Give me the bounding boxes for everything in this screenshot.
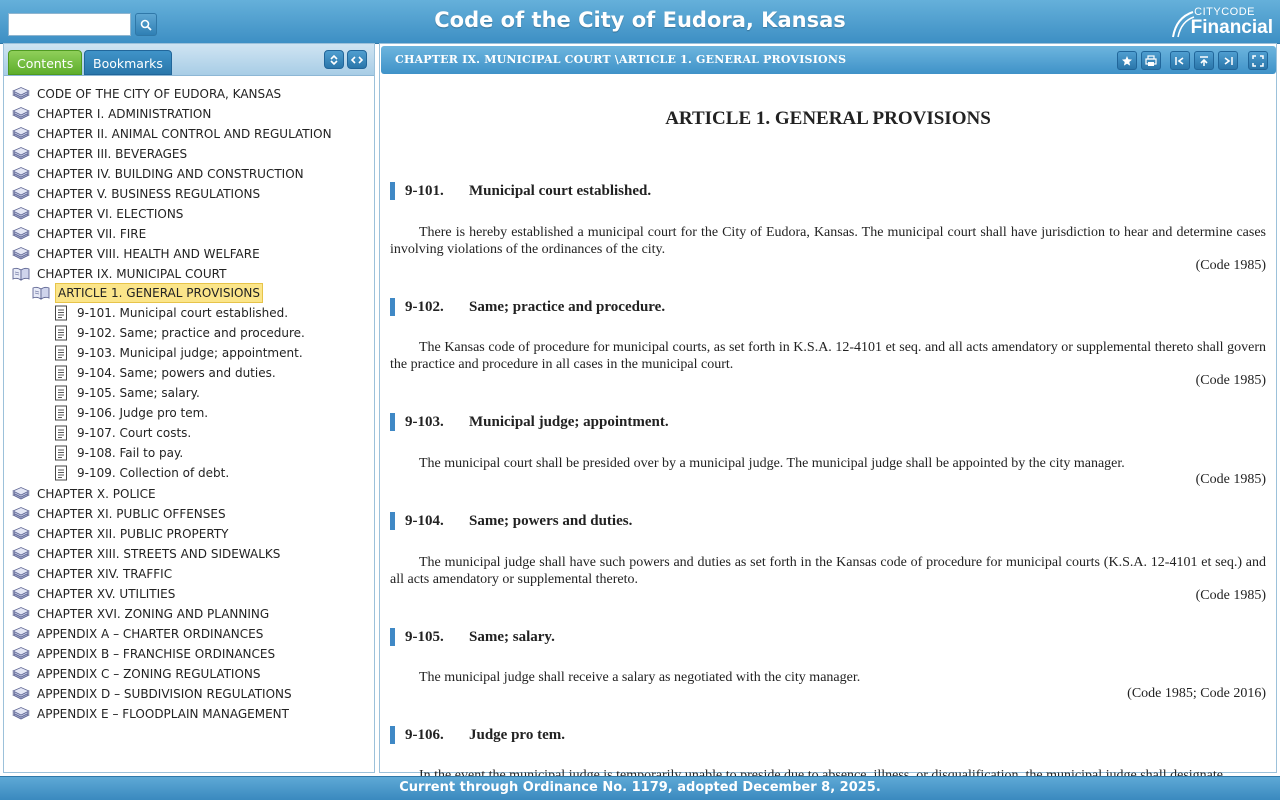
arrow-up-to-line-icon (1199, 55, 1209, 67)
section-number: 9-102. (405, 298, 444, 315)
expand-icon (1252, 55, 1264, 67)
tree-item-chapter[interactable] (12, 524, 230, 544)
previous-section-button[interactable] (1170, 51, 1190, 70)
book-stack-icon (12, 246, 30, 262)
tab-contents[interactable]: Contents (8, 50, 82, 75)
tree-item-section[interactable] (52, 323, 307, 343)
tree-item-section[interactable] (52, 343, 305, 363)
book-stack-icon (12, 686, 30, 702)
tree-item-article[interactable] (32, 283, 263, 303)
section-history-note: (Code 1985; Code 2016) (1127, 686, 1266, 701)
tree-item-chapter[interactable] (12, 684, 294, 704)
tree-item-chapter[interactable] (12, 484, 158, 504)
book-stack-icon (12, 106, 30, 122)
search-icon (140, 19, 152, 31)
open-book-icon (32, 285, 50, 301)
status-footer: Current through Ordinance No. 1179, adopted December 8, 2025. (0, 776, 1280, 800)
section-number: 9-105. (405, 628, 444, 645)
printer-icon (1145, 55, 1157, 67)
section-heading (390, 298, 665, 316)
expand-collapse-button[interactable] (324, 50, 344, 69)
search-input[interactable] (8, 13, 131, 36)
tab-bookmarks[interactable]: Bookmarks (84, 50, 172, 75)
tree-item-chapter[interactable] (12, 124, 334, 144)
section-body-text: The municipal court shall be presided over by a municipal judge. The municipal judge shall be appointed by the city manager. (419, 456, 1125, 471)
document-panel (379, 43, 1277, 773)
section-body-text: The municipal judge shall receive a salary as negotiated with the city manager. (419, 670, 861, 685)
header-bar (0, 0, 1280, 44)
book-stack-icon (12, 626, 30, 642)
tree-item-label: CHAPTER VIII. HEALTH AND WELFARE (37, 247, 260, 261)
print-button[interactable] (1141, 51, 1161, 70)
chevron-left-right-icon (351, 55, 363, 65)
tree-item-label: 9-105. Same; salary. (77, 386, 200, 400)
panel-width-button[interactable] (347, 50, 367, 69)
tree-item-label: 9-103. Municipal judge; appointment. (77, 346, 303, 360)
document-icon (52, 365, 70, 381)
tree-item-section[interactable] (52, 363, 278, 383)
tree-item-label: CHAPTER IX. MUNICIPAL COURT (37, 267, 227, 281)
tree-item-label: APPENDIX D – SUBDIVISION REGULATIONS (37, 687, 292, 701)
tree-item-label: CHAPTER II. ANIMAL CONTROL AND REGULATION (37, 127, 332, 141)
section-title: Same; salary. (469, 628, 555, 645)
tree-item-section[interactable] (52, 303, 290, 323)
section-body-text: The municipal judge shall have such powers and duties as set forth in the Kansas code of procedure for municipal courts (K.S.A. 12-4101 et seq.) and all acts amendatory or supplemental thereto. (390, 555, 1266, 587)
book-stack-icon (12, 646, 30, 662)
bookmark-button[interactable] (1117, 51, 1137, 70)
search-button[interactable] (135, 13, 157, 36)
section-heading (390, 182, 651, 200)
tree-item-section[interactable] (52, 463, 231, 483)
section-heading (390, 413, 669, 431)
tree-item-label: CHAPTER III. BEVERAGES (37, 147, 188, 161)
document-content (390, 80, 1266, 772)
tree-item-chapter[interactable] (12, 264, 228, 284)
panel-tab-strip (4, 44, 374, 76)
book-stack-icon (12, 586, 30, 602)
book-stack-icon (12, 566, 30, 582)
tree-item-label: 9-104. Same; powers and duties. (77, 366, 276, 380)
tree-item-label: 9-107. Court costs. (77, 426, 192, 440)
tree-item-chapter[interactable] (12, 184, 262, 204)
section-number: 9-103. (405, 413, 444, 430)
section-title: Same; practice and procedure. (469, 298, 666, 315)
tree-item-label: CHAPTER IV. BUILDING AND CONSTRUCTION (37, 167, 304, 181)
brand-logo (1169, 7, 1273, 39)
tree-item-label: CHAPTER V. BUSINESS REGULATIONS (37, 187, 261, 201)
book-stack-icon (12, 486, 30, 502)
tree-item-label: 9-109. Collection of debt. (77, 466, 230, 480)
tree-item-chapter[interactable] (12, 224, 148, 244)
section-history-note: (Code 1985) (1195, 588, 1266, 603)
tree-item-label: CHAPTER I. ADMINISTRATION (37, 107, 212, 121)
tree-item-chapter[interactable] (12, 104, 213, 124)
tree-item-chapter[interactable] (12, 664, 262, 684)
tree-item-label: 9-108. Fail to pay. (77, 446, 184, 460)
section-number: 9-101. (405, 182, 444, 199)
section-heading (390, 512, 632, 530)
tree-item-chapter[interactable] (12, 144, 189, 164)
tree-item-chapter[interactable] (12, 564, 174, 584)
tree-item-chapter[interactable] (12, 704, 291, 724)
document-icon (52, 305, 70, 321)
section-number: 9-106. (405, 726, 444, 743)
section-title: Same; powers and duties. (469, 512, 633, 529)
tree-item-label: CHAPTER XI. PUBLIC OFFENSES (37, 507, 226, 521)
book-stack-icon (12, 706, 30, 722)
tree-item-label: CHAPTER XIII. STREETS AND SIDEWALKS (37, 547, 281, 561)
section-history-note: (Code 1985) (1195, 258, 1266, 273)
tree-item-chapter[interactable] (12, 244, 262, 264)
brand-bottom-text: Financial (1190, 17, 1273, 38)
section-body-text: There is hereby established a municipal court for the City of Eudora, Kansas. The municipal court shall have jurisdiction to hear and determine cases involving violations of the ordinances of the city. (390, 225, 1266, 257)
book-stack-icon (12, 186, 30, 202)
document-icon (52, 465, 70, 481)
book-stack-icon (12, 606, 30, 622)
document-icon (52, 345, 70, 361)
tree-item-label: APPENDIX B – FRANCHISE ORDINANCES (37, 647, 276, 661)
section-history-note: (Code 1985) (1195, 472, 1266, 487)
tree-item-chapter[interactable] (12, 604, 271, 624)
tree-item-chapter[interactable] (12, 164, 306, 184)
document-icon (52, 445, 70, 461)
book-stack-icon (12, 506, 30, 522)
parent-section-button[interactable] (1194, 51, 1214, 70)
book-stack-icon (12, 166, 30, 182)
logo-swoosh-icon (1169, 9, 1195, 39)
tree-item-chapter[interactable] (12, 644, 277, 664)
tree-item-label: APPENDIX C – ZONING REGULATIONS (37, 667, 261, 681)
skip-back-icon (1174, 56, 1186, 66)
app-title: Code of the City of Eudora, Kansas (434, 8, 846, 32)
section-history-note: (Code 1985) (1195, 373, 1266, 388)
document-icon (52, 405, 70, 421)
document-icon (52, 325, 70, 341)
tree-item-label: 9-102. Same; practice and procedure. (77, 326, 305, 340)
tree-item-label: CHAPTER XII. PUBLIC PROPERTY (37, 527, 229, 541)
book-stack-icon (12, 546, 30, 562)
tree-item-label: CHAPTER VII. FIRE (37, 227, 147, 241)
tree-item-label: CHAPTER VI. ELECTIONS (37, 207, 184, 221)
tree-item-chapter[interactable] (12, 504, 228, 524)
tree-item-chapter[interactable] (12, 84, 283, 104)
book-stack-icon (12, 226, 30, 242)
contents-panel (3, 43, 375, 773)
tree-item-label: APPENDIX A – CHARTER ORDINANCES (37, 627, 264, 641)
tree-item-label: ARTICLE 1. GENERAL PROVISIONS (55, 283, 263, 303)
tree-item-label: CHAPTER X. POLICE (37, 487, 156, 501)
tree-item-label: 9-101. Municipal court established. (77, 306, 289, 320)
section-body-text: The Kansas code of procedure for municipal courts, as set forth in K.S.A. 12-4101 et seq. and all acts amendatory or supplemental thereto shall govern the practice and procedure in all cases in the municipal court. (390, 340, 1266, 372)
book-stack-icon (12, 126, 30, 142)
open-book-icon (12, 266, 30, 282)
section-number: 9-104. (405, 512, 444, 529)
tree-item-section[interactable] (52, 443, 185, 463)
tree-item-label: APPENDIX E – FLOODPLAIN MANAGEMENT (37, 707, 289, 721)
star-icon (1121, 55, 1133, 67)
tree-item-chapter[interactable] (12, 204, 185, 224)
fullscreen-button[interactable] (1248, 51, 1268, 70)
book-stack-icon (12, 206, 30, 222)
section-title: Municipal court established. (469, 182, 652, 199)
book-stack-icon (12, 86, 30, 102)
article-title: ARTICLE 1. GENERAL PROVISIONS (665, 108, 991, 129)
document-icon (52, 385, 70, 401)
tree-item-section[interactable] (52, 403, 210, 423)
document-icon (52, 425, 70, 441)
book-stack-icon (12, 526, 30, 542)
tree-item-chapter[interactable] (12, 624, 265, 644)
book-stack-icon (12, 146, 30, 162)
tree-item-section[interactable] (52, 383, 202, 403)
section-title: Judge pro tem. (469, 726, 565, 743)
next-section-button[interactable] (1218, 51, 1238, 70)
breadcrumb: CHAPTER IX. MUNICIPAL COURT \ARTICLE 1. GENERAL PROVISIONS (395, 53, 847, 66)
section-heading (390, 628, 555, 646)
section-heading (390, 726, 565, 744)
tree-item-label: CHAPTER XIV. TRAFFIC (37, 567, 173, 581)
section-title: Municipal judge; appointment. (469, 413, 669, 430)
breadcrumb-bar (381, 46, 1276, 74)
tree-item-label: CODE OF THE CITY OF EUDORA, KANSAS (37, 87, 282, 101)
tree-item-label: 9-106. Judge pro tem. (77, 406, 209, 420)
tree-item-section[interactable] (52, 423, 193, 443)
book-stack-icon (12, 666, 30, 682)
chevron-up-down-icon (329, 54, 339, 66)
tree-item-chapter[interactable] (12, 584, 177, 604)
tree-item-label: CHAPTER XV. UTILITIES (37, 587, 176, 601)
brand-top-text: CITYCODE (1194, 6, 1255, 18)
tree-item-label: CHAPTER XVI. ZONING AND PLANNING (37, 607, 270, 621)
tree-item-chapter[interactable] (12, 544, 282, 564)
skip-forward-icon (1222, 56, 1234, 66)
